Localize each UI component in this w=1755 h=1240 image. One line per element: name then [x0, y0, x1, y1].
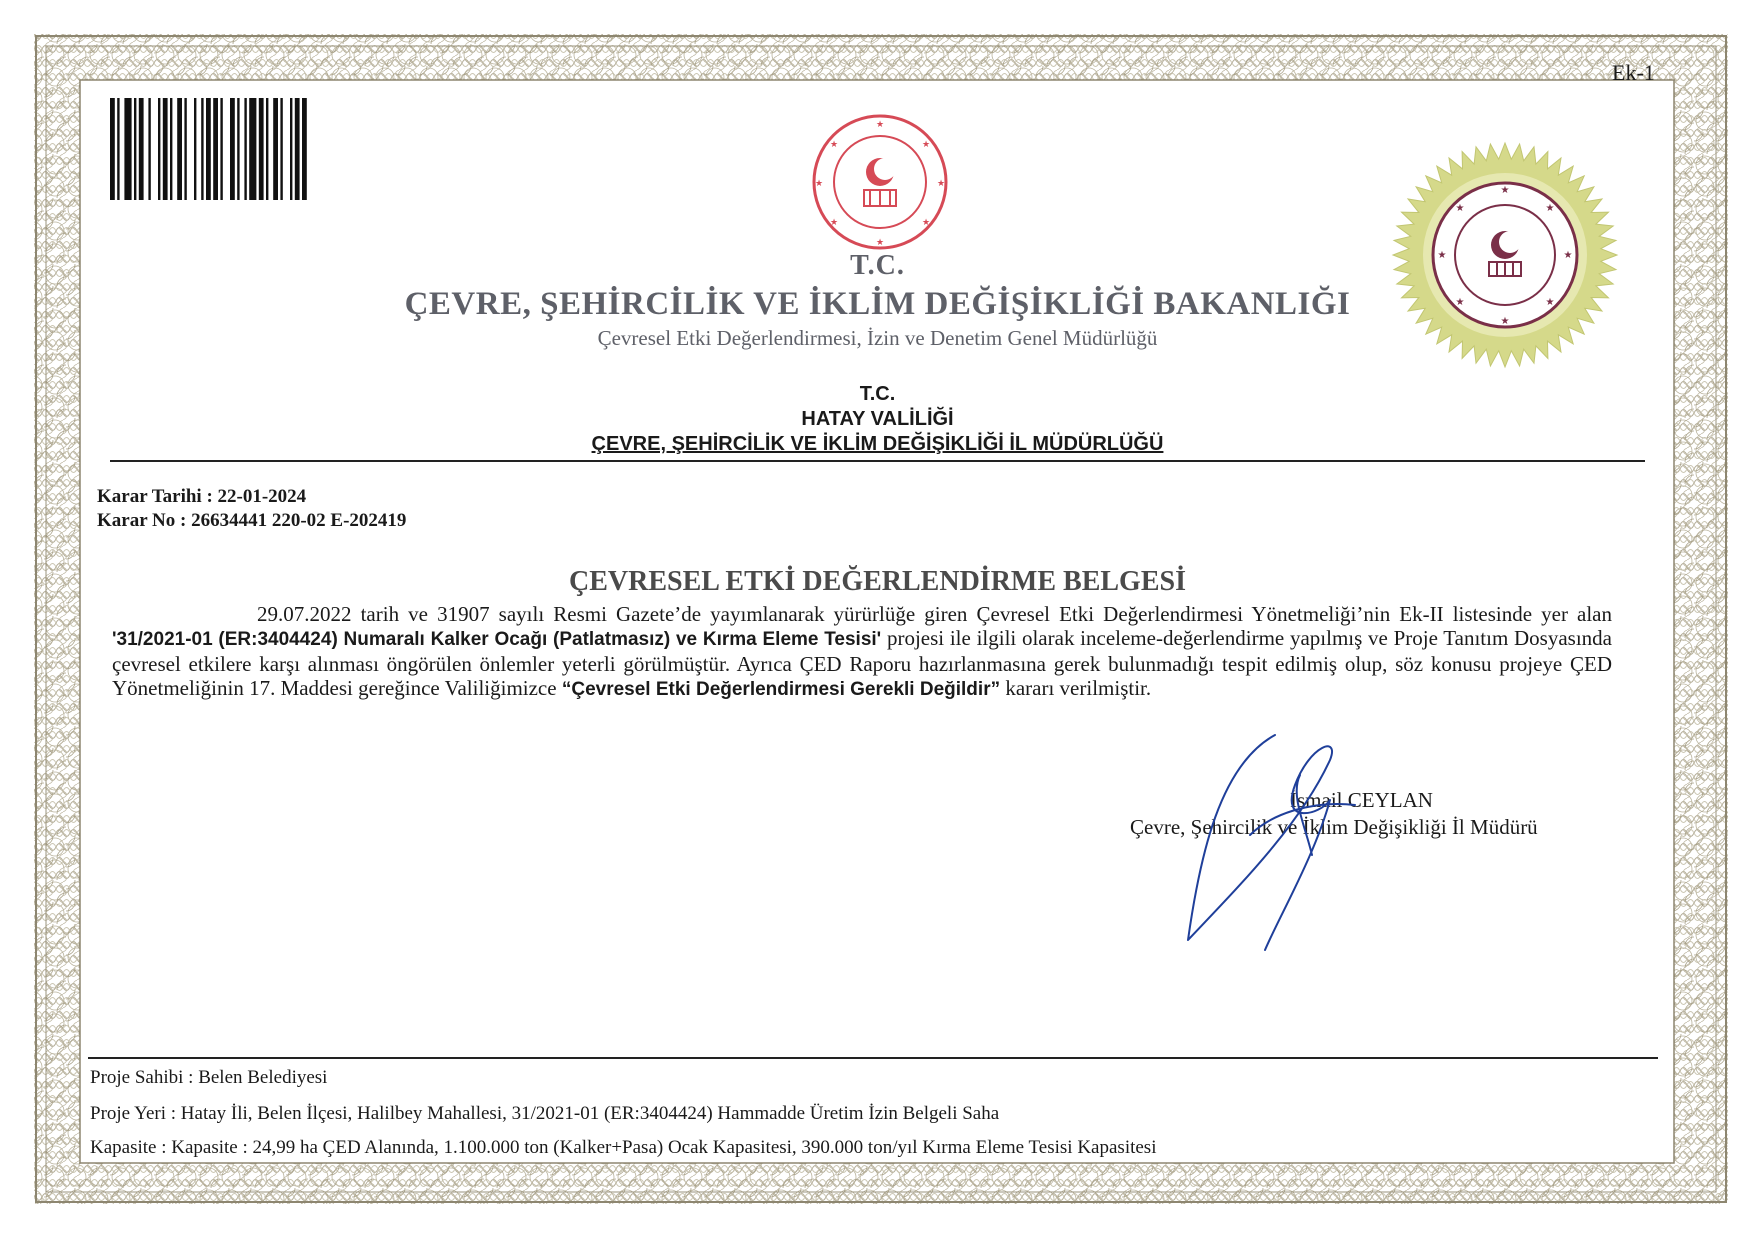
- project-capacity: Kapasite : Kapasite : 24,99 ha ÇED Alanında, 1.100.000 ton (Kalker+Pasa) Ocak Kapasitesi, 390.000 ton/yıl Kırma Eleme Tesisi Kapasitesi: [90, 1137, 1157, 1158]
- governorship-tc-label: T.C.: [859, 383, 896, 405]
- ministry-tc-label: T.C.: [850, 250, 905, 281]
- ministry-name: ÇEVRE, ŞEHİRCİLİK VE İKLİM DEĞİŞİKLİĞİ BAKANLIĞI: [404, 286, 1351, 322]
- svg-text:★: ★: [1455, 203, 1465, 214]
- svg-text:★: ★: [814, 179, 824, 189]
- body-text-part: kararı verilmiştir.: [1000, 676, 1152, 700]
- ministry-emblem-icon: [810, 112, 950, 252]
- body-text-part: 29.07.2022 tarih ve 31907 sayılı Resmi Gazete’de yayımlanarak yürürlüğe giren Çevresel Etki Değerlendirmesi Yönetmeliği’nin Ek-II listesinde yer alan: [257, 602, 1612, 626]
- decision-number: Karar No : 26634441 220-02 E-202419: [97, 510, 407, 531]
- provincial-directorate-name: ÇEVRE, ŞEHİRCİLİK VE İKLİM DEĞİŞİKLİĞİ İL MÜDÜRLÜĞÜ: [591, 433, 1164, 455]
- svg-text:★: ★: [1563, 250, 1573, 261]
- certificate-title: ÇEVRESEL ETKİ DEĞERLENDİRME BELGESİ: [569, 566, 1186, 597]
- svg-text:★: ★: [921, 218, 931, 228]
- svg-text:★: ★: [936, 179, 946, 189]
- svg-text:★: ★: [875, 238, 885, 248]
- decision-date: Karar Tarihi : 22-01-2024: [97, 486, 307, 507]
- svg-text:★: ★: [1455, 297, 1465, 308]
- svg-text:★: ★: [1500, 185, 1510, 196]
- decision-quote: “Çevresel Etki Değerlendirmesi Gerekli Değildir”: [561, 679, 1001, 700]
- project-name: '31/2021-01 (ER:3404424) Numaralı Kalker Ocağı (Patlatmasız) ve Kırma Eleme Tesisi': [112, 629, 882, 650]
- signatory-title: Çevre, Şehircilik ve İklim Değişikliği İl Müdürü: [1130, 815, 1538, 839]
- barcode-icon: [110, 98, 372, 200]
- svg-text:★: ★: [921, 140, 931, 150]
- general-directorate-name: Çevresel Etki Değerlendirmesi, İzin ve Denetim Genel Müdürlüğü: [597, 326, 1158, 350]
- svg-text:★: ★: [1500, 316, 1510, 327]
- svg-text:★: ★: [829, 218, 839, 228]
- project-owner: Proje Sahibi : Belen Belediyesi: [90, 1067, 328, 1088]
- svg-text:★: ★: [1437, 250, 1447, 261]
- header-divider: [110, 460, 1645, 462]
- svg-text:★: ★: [1545, 203, 1555, 214]
- handwritten-signature: [1180, 705, 1430, 955]
- svg-text:★: ★: [875, 120, 885, 130]
- annex-label: Ek-1: [1612, 60, 1655, 85]
- body-text-part: projesi ile ilgili olarak inceleme-değerlendirme yapılmış ve Proje Tanıtım Dosyasında çevresel etkilere karşı alınması öngörülen önlemler yeterli görülmüştür. Ayrıca ÇED Raporu hazırlanmasına gerek bulunmadığı tespit edilmiş olup, söz konusu projeye ÇED Yönetmeliğinin 17. Maddesi gereğince Valiliğimizce: [112, 626, 1613, 700]
- footer-divider: [88, 1057, 1658, 1059]
- governorship-name: HATAY VALİLİĞİ: [801, 408, 954, 430]
- svg-text:★: ★: [829, 140, 839, 150]
- project-location: Proje Yeri : Hatay İli, Belen İlçesi, Halilbey Mahallesi, 31/2021-01 (ER:3404424) Hammadde Üretim İzin Belgeli Saha: [90, 1103, 1000, 1124]
- svg-text:★: ★: [1545, 297, 1555, 308]
- signatory-name: İsmail CEYLAN: [1290, 788, 1433, 812]
- certificate-body: [112, 602, 1612, 702]
